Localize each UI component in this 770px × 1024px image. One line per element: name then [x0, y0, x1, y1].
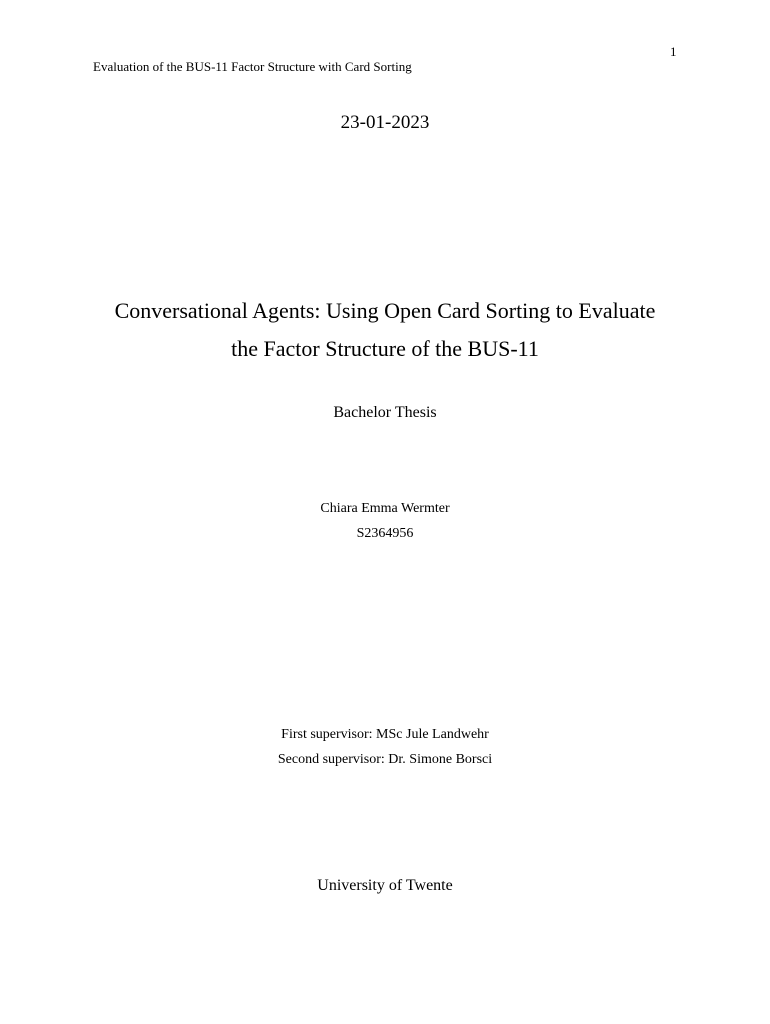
author-name: Chiara Emma Wermter [320, 501, 450, 516]
second-supervisor: Second supervisor: Dr. Simone Borsci [277, 752, 493, 767]
student-id: S2364956 [356, 526, 414, 541]
page-number: 1 [670, 44, 677, 59]
thesis-title [0, 292, 770, 368]
university-name: University of Twente [317, 877, 453, 894]
thesis-title-line-1: Conversational Agents: Using Open Card Sorting to Evaluate [114, 298, 656, 323]
running-head: Evaluation of the BUS-11 Factor Structure with Card Sorting [93, 59, 412, 74]
first-supervisor: First supervisor: MSc Jule Landwehr [281, 727, 489, 742]
thesis-title-line-2: the Factor Structure of the BUS-11 [231, 336, 539, 361]
thesis-date: 23-01-2023 [340, 112, 430, 133]
document-type: Bachelor Thesis [333, 404, 437, 421]
